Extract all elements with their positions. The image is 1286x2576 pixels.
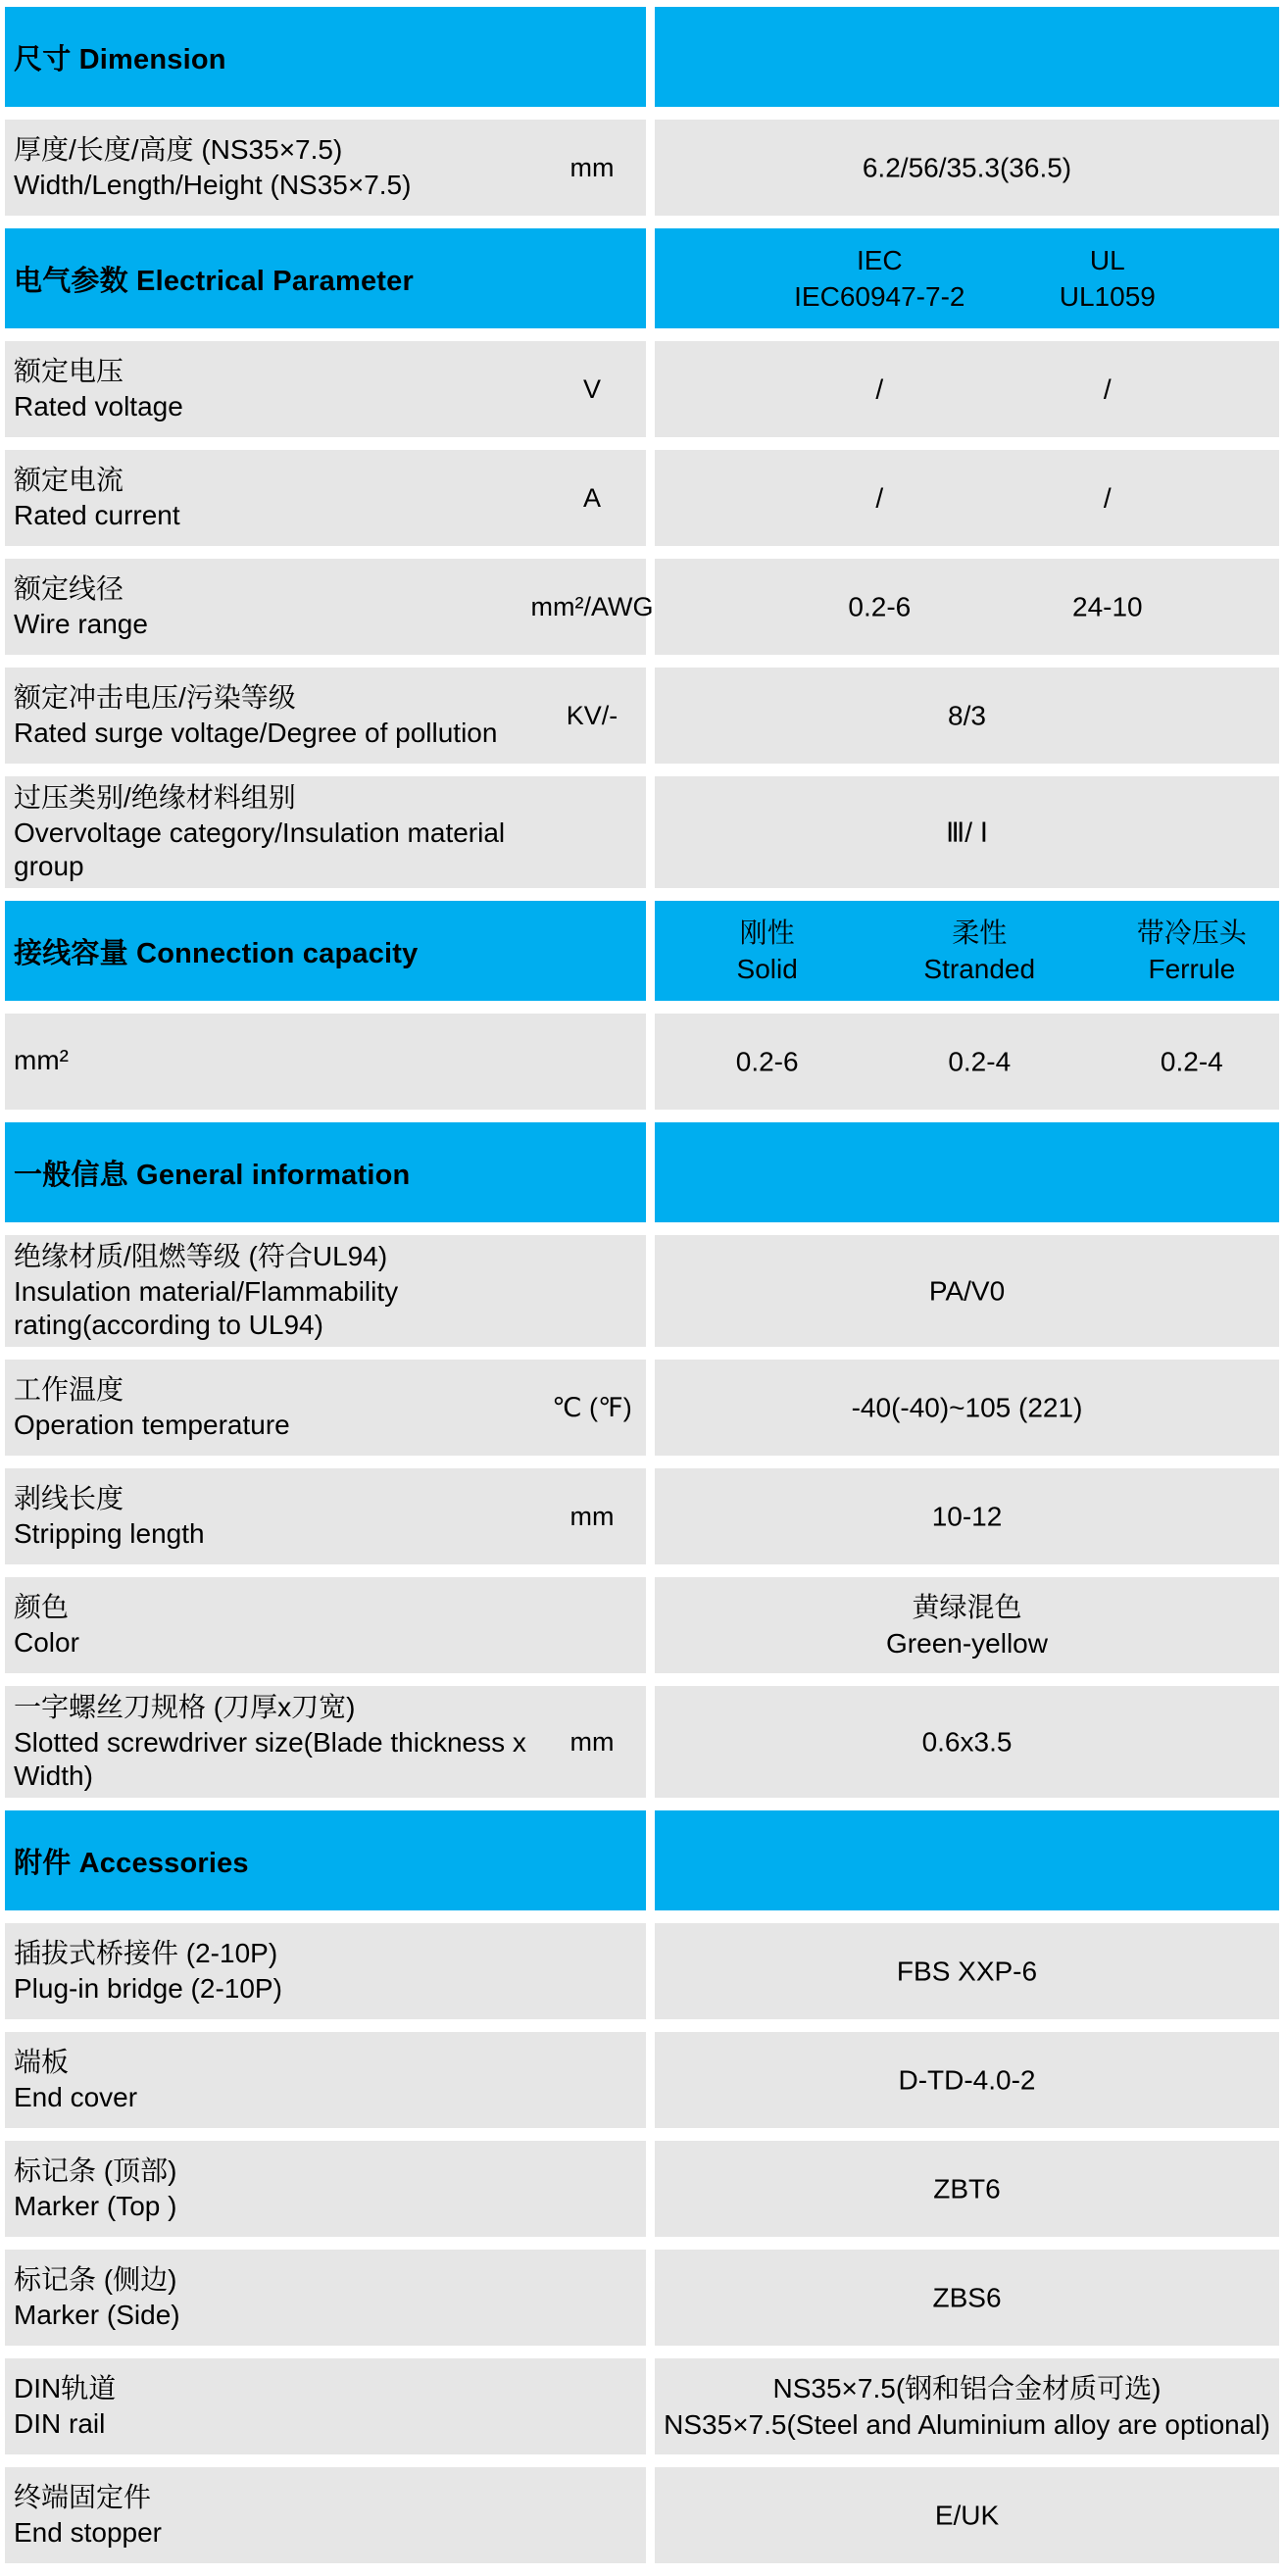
row-label-cell (5, 2141, 646, 2237)
table-row-marker-top (5, 2141, 1279, 2237)
column-header-line1: 柔性 (952, 917, 1008, 948)
row-label-cell (5, 120, 646, 216)
row-value-cell (655, 2032, 1279, 2128)
section-header-right (655, 7, 1279, 107)
row-label-cell (5, 1577, 646, 1673)
section-header-right (655, 901, 1279, 1001)
row-value: E/UK (934, 2500, 1000, 2531)
section-header-left (5, 228, 646, 328)
section-row-electrical-parameter (5, 228, 1279, 328)
row-value (664, 2370, 1270, 2443)
row-label-cell (5, 1014, 646, 1110)
column-header-line2: Stranded (923, 954, 1036, 984)
row-value-cell (655, 2467, 1279, 2563)
table-row-color (5, 1577, 1279, 1673)
row-label-cell (5, 2358, 646, 2454)
row-label-cell (5, 668, 646, 764)
column-header-ferrule (1137, 915, 1247, 987)
row-labels (14, 2481, 527, 2550)
row-value-ul: 24-10 (1072, 591, 1143, 622)
column-header-line1: 带冷压头 (1136, 917, 1247, 948)
row-unit: A (582, 483, 601, 513)
table-row-marker-side (5, 2250, 1279, 2346)
row-label-zh: 厚度/长度/高度 (NS35×7.5) (14, 134, 343, 165)
section-header-right (655, 228, 1279, 328)
row-label-cell (5, 2250, 646, 2346)
section-title-connection-capacity: 接线容量 Connection capacity (14, 937, 419, 969)
row-label-cell (5, 2467, 646, 2563)
row-value: 8/3 (948, 700, 986, 731)
row-label-cell (5, 1686, 646, 1798)
column-header-line2: Solid (736, 954, 798, 984)
row-labels (14, 781, 527, 883)
row-value-en: NS35×7.5(Steel and Aluminium alloy are optional) (664, 2409, 1270, 2440)
row-value-stranded: 0.2-4 (948, 1046, 1012, 1077)
row-label-en: Plug-in bridge (2-10P) (14, 1973, 282, 2004)
column-header-line1: 刚性 (739, 917, 795, 948)
row-labels (14, 1240, 527, 1342)
row-value: ZBT6 (933, 2173, 1001, 2204)
row-label-zh: DIN轨道 (14, 2373, 117, 2403)
row-value-iec: / (875, 373, 884, 405)
row-value-cell (655, 559, 1279, 655)
row-value-cell (655, 2358, 1279, 2454)
row-labels (14, 572, 527, 641)
row-value-cell (655, 776, 1279, 888)
section-row-accessories (5, 1810, 1279, 1910)
column-header-stranded (923, 915, 1035, 987)
section-title-general-information: 一般信息 General information (14, 1159, 411, 1191)
row-value-cell (655, 1923, 1279, 2019)
row-label-en: DIN rail (14, 2408, 106, 2439)
row-label-en: Rated surge voltage/Degree of pollution (14, 718, 498, 748)
row-label-cell (5, 1360, 646, 1456)
column-header-iec (794, 242, 964, 315)
row-value-cell (655, 2141, 1279, 2237)
row-label-en: Overvoltage category/Insulation material group (14, 817, 506, 881)
row-labels (14, 1691, 527, 1793)
section-row-connection-capacity (5, 901, 1279, 1001)
row-value-zh: 黄绿混色 (912, 1592, 1022, 1622)
row-value: 10-12 (931, 1501, 1003, 1532)
column-header-ul (1060, 242, 1156, 315)
table-row-overvoltage-category (5, 776, 1279, 888)
row-labels (14, 464, 527, 532)
table-row-rated-voltage (5, 341, 1279, 437)
row-label-zh: 终端固定件 (14, 2482, 152, 2512)
row-unit: mm²/AWG (530, 592, 654, 621)
table-row-din-rail (5, 2358, 1279, 2454)
row-value-iec: 0.2-6 (848, 591, 912, 622)
row-label-cell (5, 450, 646, 546)
row-label-en: Width/Length/Height (NS35×7.5) (14, 170, 412, 200)
row-value-cell (655, 668, 1279, 764)
row-value: D-TD-4.0-2 (898, 2064, 1036, 2096)
row-label-zh: mm² (14, 1045, 69, 1075)
row-value: -40(-40)~105 (221) (851, 1392, 1083, 1423)
row-value-ul: / (1103, 373, 1112, 405)
row-value-cell (655, 1468, 1279, 1564)
row-value-zh: NS35×7.5(钢和铝合金材质可选) (772, 2373, 1162, 2403)
table-row-end-cover (5, 2032, 1279, 2128)
column-header-line1: IEC (856, 245, 903, 275)
table-row-plug-in-bridge (5, 1923, 1279, 2019)
row-value: PA/V0 (928, 1275, 1006, 1307)
row-label-zh: 标记条 (顶部) (14, 2155, 177, 2186)
row-label-zh: 额定冲击电压/污染等级 (14, 682, 296, 713)
table-row-stripping-length (5, 1468, 1279, 1564)
row-labels (14, 1373, 527, 1442)
row-label-zh: 额定电压 (14, 356, 124, 386)
row-labels (14, 1044, 527, 1079)
row-unit: mm (569, 1502, 615, 1531)
row-labels (14, 2046, 527, 2114)
row-value-ferrule: 0.2-4 (1160, 1046, 1223, 1077)
section-title-accessories: 附件 Accessories (14, 1847, 249, 1879)
row-value: Ⅲ/ Ⅰ (945, 817, 989, 848)
section-header-left (5, 901, 646, 1001)
row-value-cell (655, 1235, 1279, 1347)
row-value-cell (655, 2250, 1279, 2346)
row-label-cell (5, 1923, 646, 2019)
row-label-en: Marker (Side) (14, 2300, 180, 2330)
row-label-cell (5, 2032, 646, 2128)
section-title-dimension: 尺寸 Dimension (14, 43, 226, 75)
section-header-right (655, 1810, 1279, 1910)
row-unit: mm (569, 1727, 615, 1757)
row-value-cell (655, 1686, 1279, 1798)
row-value-cell (655, 450, 1279, 546)
row-label-en: Color (14, 1627, 79, 1658)
row-value-cell (655, 120, 1279, 216)
table-row-rated-current (5, 450, 1279, 546)
column-header-line1: UL (1089, 245, 1125, 275)
row-label-en: Operation temperature (14, 1410, 290, 1440)
row-label-zh: 额定电流 (14, 465, 124, 495)
row-label-cell (5, 341, 646, 437)
row-value-cell (655, 1577, 1279, 1673)
row-label-cell (5, 1468, 646, 1564)
row-label-zh: 剥线长度 (14, 1483, 124, 1513)
table-row-capacity-mm2 (5, 1014, 1279, 1110)
section-header-left (5, 7, 646, 107)
column-header-line2: Ferrule (1148, 954, 1236, 984)
row-labels (14, 2155, 527, 2223)
row-label-en: End stopper (14, 2517, 162, 2548)
row-labels (14, 2263, 527, 2332)
row-label-zh: 过压类别/绝缘材料组别 (14, 782, 296, 813)
table-row-width-length-height (5, 120, 1279, 216)
row-value: 6.2/56/35.3(36.5) (862, 152, 1072, 183)
row-label-zh: 额定线径 (14, 573, 124, 604)
row-label-zh: 端板 (14, 2047, 70, 2077)
row-value-cell (655, 1014, 1279, 1110)
row-value-en: Green-yellow (886, 1628, 1048, 1659)
row-label-cell (5, 559, 654, 655)
row-label-zh: 颜色 (14, 1592, 70, 1622)
row-value-iec: / (875, 482, 884, 514)
row-labels (14, 355, 527, 423)
row-labels (14, 1591, 527, 1660)
row-labels (14, 2372, 527, 2441)
row-label-en: Rated current (14, 500, 180, 530)
row-label-en: Insulation material/Flammability rating(according to UL94) (14, 1276, 399, 1340)
section-header-left (5, 1810, 646, 1910)
row-value-ul: / (1103, 482, 1112, 514)
row-value: ZBS6 (932, 2282, 1002, 2313)
row-unit: ℃ (℉) (552, 1393, 632, 1422)
row-label-en: Rated voltage (14, 391, 183, 421)
table-row-end-stopper (5, 2467, 1279, 2563)
section-title-electrical-parameter: 电气参数 Electrical Parameter (14, 265, 414, 297)
section-header-left (5, 1122, 646, 1222)
row-unit: mm (569, 153, 615, 182)
table-row-screwdriver-size (5, 1686, 1279, 1798)
row-label-zh: 一字螺丝刀规格 (刀厚x刀宽) (14, 1692, 356, 1722)
row-value: FBS XXP-6 (896, 1956, 1038, 1987)
row-label-zh: 工作温度 (14, 1374, 124, 1405)
row-label-en: End cover (14, 2082, 138, 2112)
column-header-solid (737, 915, 798, 987)
row-label-en: Marker (Top ) (14, 2191, 177, 2221)
row-value: 0.6x3.5 (921, 1726, 1013, 1758)
row-label-en: Slotted screwdriver size(Blade thickness x Width) (14, 1727, 526, 1791)
row-label-en: Stripping length (14, 1518, 205, 1549)
row-unit: KV/- (566, 701, 618, 730)
row-labels (14, 1937, 527, 2006)
row-label-en: Wire range (14, 609, 148, 639)
table-row-wire-range (5, 559, 1279, 655)
row-label-zh: 插拔式桥接件 (2-10P) (14, 1938, 278, 1968)
row-labels (14, 681, 527, 750)
section-header-right (655, 1122, 1279, 1222)
table-row-insulation-material (5, 1235, 1279, 1347)
column-header-line2: UL1059 (1059, 281, 1156, 312)
row-label-zh: 绝缘材质/阻燃等级 (符合UL94) (14, 1241, 388, 1271)
table-row-operation-temperature (5, 1360, 1279, 1456)
row-label-cell (5, 776, 646, 888)
row-label-zh: 标记条 (侧边) (14, 2264, 177, 2295)
table-row-surge-voltage-pollution (5, 668, 1279, 764)
section-row-general-information (5, 1122, 1279, 1222)
row-value (886, 1589, 1048, 1661)
row-label-cell (5, 1235, 646, 1347)
row-value-solid: 0.2-6 (735, 1046, 799, 1077)
row-labels (14, 1482, 527, 1551)
row-unit: V (582, 374, 601, 404)
row-value-cell (655, 341, 1279, 437)
column-header-line2: IEC60947-7-2 (794, 281, 965, 312)
section-row-dimension (5, 7, 1279, 107)
row-value-cell (655, 1360, 1279, 1456)
row-labels (14, 133, 527, 202)
